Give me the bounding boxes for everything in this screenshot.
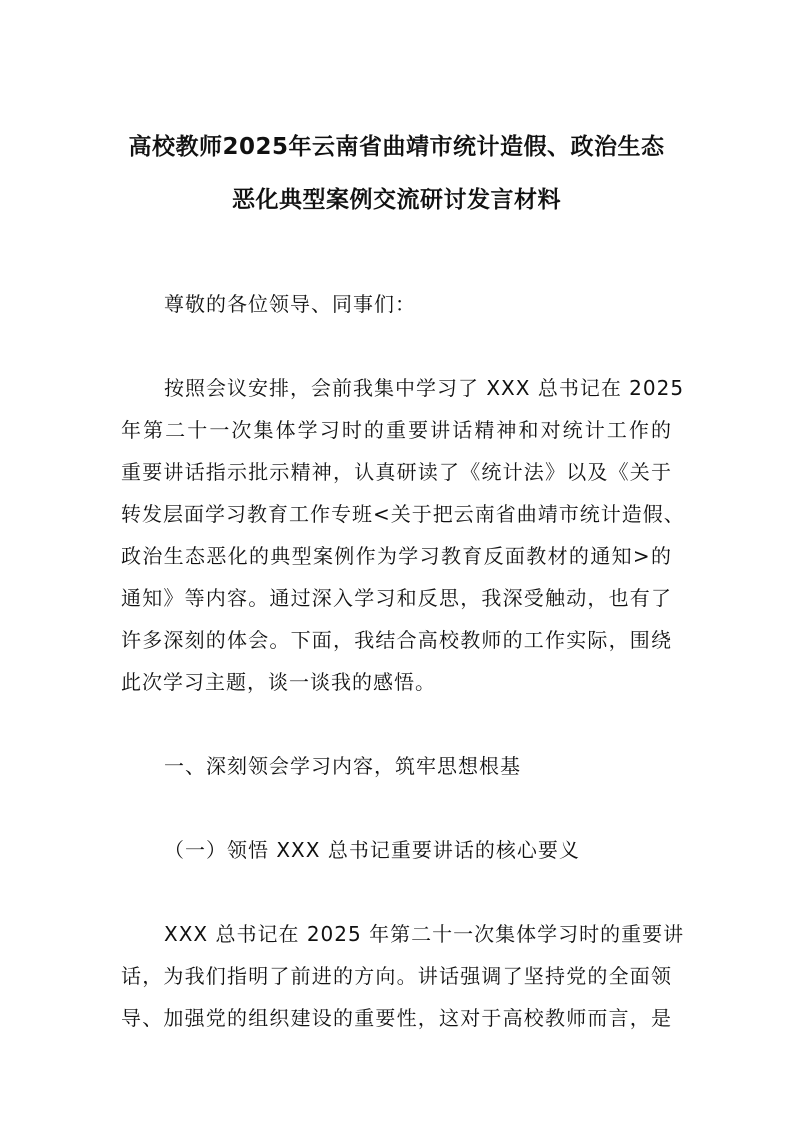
paragraph-line: 按照会议安排，会前我集中学习了 XXX 总书记在 2025	[164, 376, 685, 400]
title-line-1: 高校教师2025年云南省曲靖市统计造假、政治生态	[128, 134, 665, 160]
title-line-2: 恶化典型案例交流研讨发言材料	[232, 187, 561, 213]
section-heading: 一、深刻领会学习内容，筑牢思想根基	[164, 754, 521, 778]
paragraph-line: 转发层面学习教育工作专班<关于把云南省曲靖市统计造假、	[121, 502, 685, 526]
paragraph-line: 此次学习主题，谈一谈我的感悟。	[121, 670, 436, 694]
paragraph-line: 重要讲话指示批示精神，认真研读了《统计法》以及《关于	[121, 460, 672, 484]
paragraph-line: 年第二十一次集体学习时的重要讲话精神和对统计工作的	[121, 418, 672, 442]
subsection-heading: （一）领悟 XXX 总书记重要讲话的核心要义	[164, 838, 580, 862]
paragraph-line: 导、加强党的组织建设的重要性，这对于高校教师而言，是	[121, 1006, 672, 1030]
paragraph-line: 许多深刻的体会。下面，我结合高校教师的工作实际，围绕	[121, 628, 672, 652]
paragraph-line: 通知》等内容。通过深入学习和反思，我深受触动，也有了	[121, 586, 672, 610]
paragraph-line: XXX 总书记在 2025 年第二十一次集体学习时的重要讲	[164, 922, 685, 946]
paragraph-line: 政治生态恶化的典型案例作为学习教育反面教材的通知>的	[121, 544, 672, 568]
paragraph-line: 话，为我们指明了前进的方向。讲话强调了坚持党的全面领	[121, 964, 672, 988]
salutation: 尊敬的各位领导、同事们：	[164, 292, 416, 316]
